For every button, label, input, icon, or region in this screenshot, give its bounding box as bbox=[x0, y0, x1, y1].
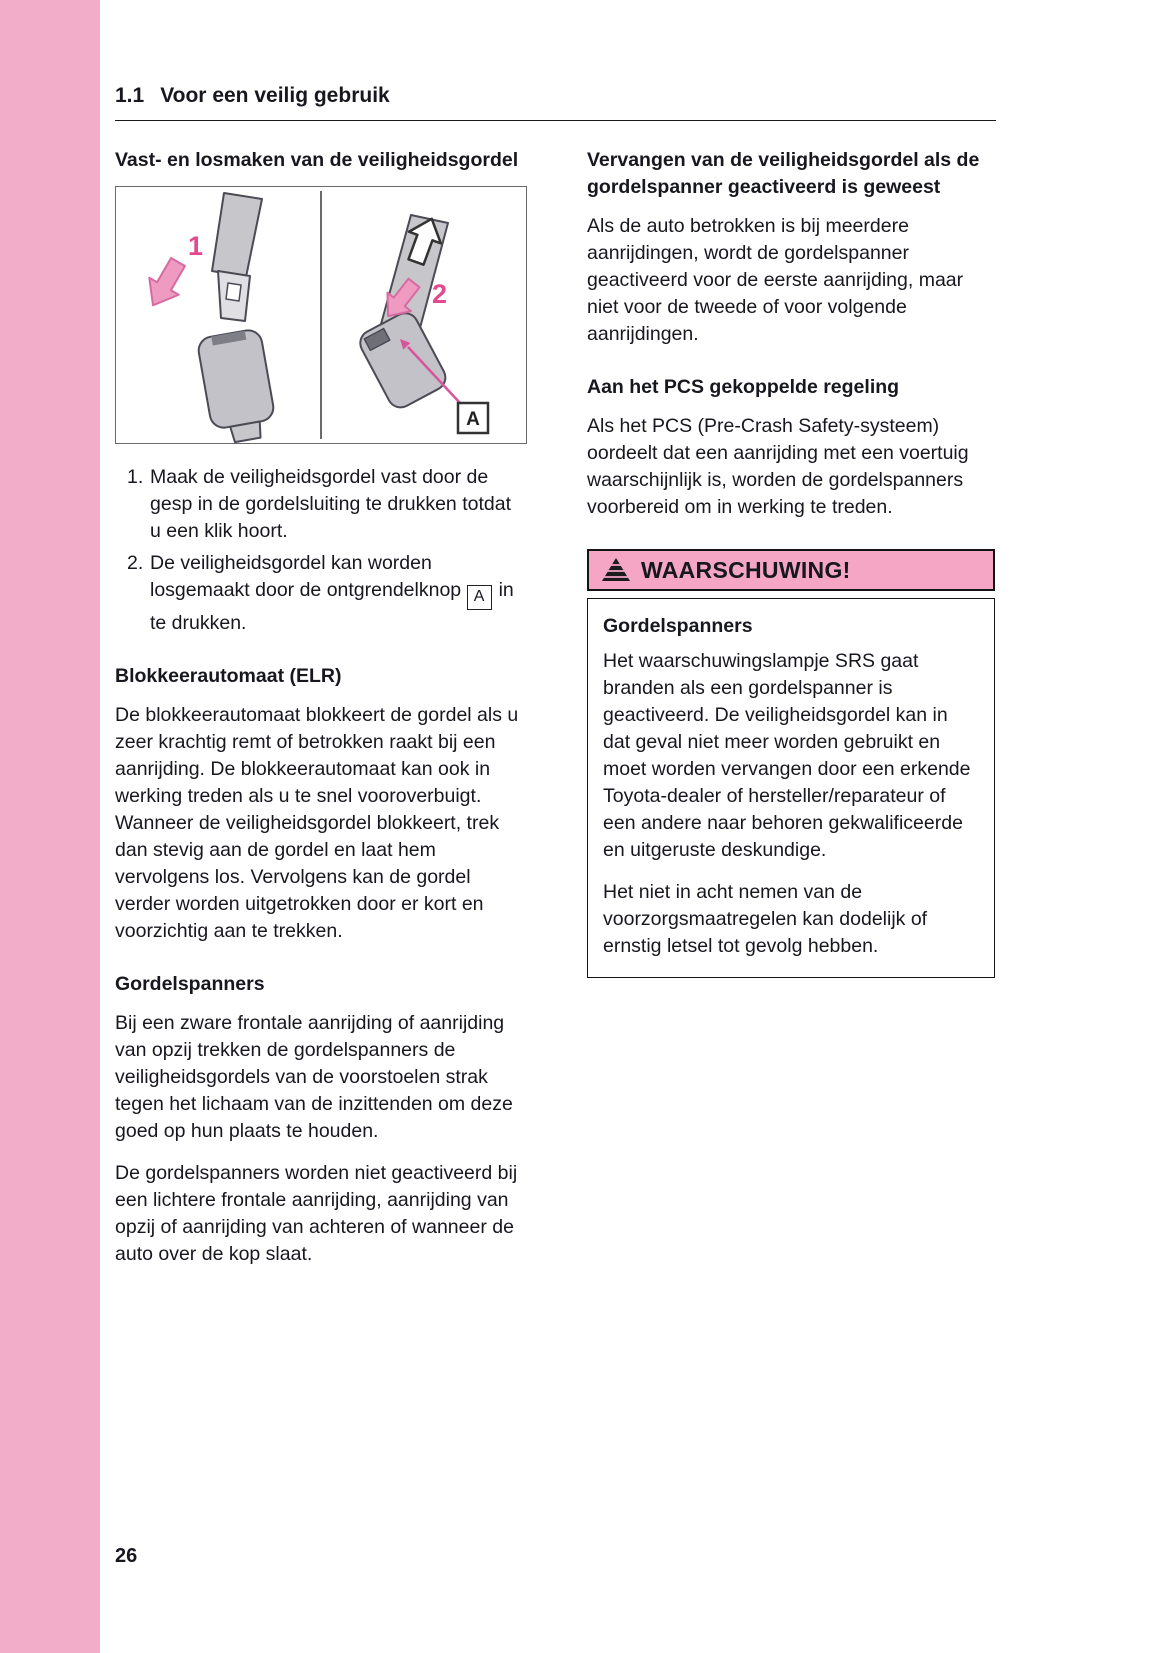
heading-elr: Blokkeerautomaat (ELR) bbox=[115, 664, 342, 687]
release-button-key-label: A bbox=[467, 585, 492, 610]
paragraph-pretensioners-2: De gordelspanners worden niet geactiveerd bij een lichtere frontale aanrijding, aanrijding van opzij of aanrijding van achteren of wanneer de auto over de kop slaat. bbox=[115, 1161, 518, 1265]
heading-replace-belt: Vervangen van de veiligheidsgordel als de gordelspanner geactiveerd is geweest bbox=[587, 149, 980, 198]
two-column-layout bbox=[115, 147, 996, 1283]
step-text-after: in te drukken. bbox=[150, 579, 514, 634]
step-number: 1. bbox=[127, 466, 144, 488]
page-number: 26 bbox=[115, 1545, 138, 1567]
seatbelt-illustration bbox=[116, 187, 526, 443]
buckle-insert-drawing bbox=[196, 193, 278, 443]
section-header bbox=[115, 84, 996, 121]
paragraph-pcs: Als het PCS (Pre-Crash Safety-systeem) oordeelt dat een aanrijding met een voertuig waarschijnlijk is, worden de gordelspanners voorbereid om in werking te treden. bbox=[587, 415, 969, 518]
figure-label-a: A bbox=[466, 409, 480, 430]
page-content bbox=[115, 0, 996, 1283]
heading-fasten-release: Vast- en losmaken van de veiligheidsgordel bbox=[115, 149, 519, 171]
step-text-before: De veiligheidsgordel kan worden losgemaakt door de ontgrendelknop bbox=[150, 552, 462, 601]
fasten-release-steps bbox=[115, 464, 523, 637]
list-item bbox=[115, 464, 523, 545]
warning-body bbox=[587, 598, 995, 978]
paragraph-pretensioners-1: Bij een zware frontale aanrijding of aanrijding van opzij trekken de gordelspanners de veiligheidsgordels van de voorstoelen strak tegen het lichaam van de inzittenden om deze goed op hun plaats te houden. bbox=[115, 1011, 513, 1142]
warning-title: WAARSCHUWING! bbox=[641, 556, 851, 583]
warning-paragraph-1: Het waarschuwingslampje SRS gaat branden als een gordelspanner is geactiveerd. De veiligheidsgordel kan in dat geval niet meer worden gebruikt en moet worden vervangen door een erkende Toyota-dealer of hersteller/reparateur of een andere naar behoren gekwalificeerde en uitgeruste deskundige. bbox=[603, 650, 971, 861]
warning-icon bbox=[601, 557, 631, 583]
seatbelt-figure bbox=[115, 186, 527, 444]
list-item bbox=[115, 550, 523, 637]
step-number: 2. bbox=[127, 552, 144, 574]
heading-pretensioners: Gordelspanners bbox=[115, 972, 265, 995]
step-text: Maak de veiligheidsgordel vast door de gesp in de gordelsluiting te drukken totdat u een klik hoort. bbox=[150, 466, 511, 542]
paragraph-elr: De blokkeerautomaat blokkeert de gordel als u zeer krachtig remt of betrokken raakt bij een aanrijding. De blokkeerautomaat kan ook in werking treden als u te snel vooroverbuigt. Wanneer de veiligheidsgordel blokkeert, trek dan stevig aan de gordel en laat hem vervolgens los. Vervolgens kan de gordel verder worden uitgetrokken door er kort en voorzichtig aan te trekken. bbox=[115, 703, 519, 942]
figure-label-2: 2 bbox=[432, 279, 448, 309]
left-column bbox=[115, 147, 523, 1283]
section-title: Voor een veilig gebruik bbox=[160, 84, 390, 107]
heading-pcs: Aan het PCS gekoppelde regeling bbox=[587, 376, 900, 398]
paragraph-replace-belt: Als de auto betrokken is bij meerdere aanrijdingen, wordt de gordelspanner geactiveerd voor de eerste aanrijding, maar niet voor de tweede of voor volgende aanrijdingen. bbox=[587, 215, 964, 345]
warning-paragraph-2: Het niet in acht nemen van de voorzorgsmaatregelen kan dodelijk of ernstig letsel tot gevolg hebben. bbox=[603, 881, 928, 957]
figure-label-1: 1 bbox=[188, 231, 204, 261]
right-column bbox=[587, 147, 995, 1283]
chapter-number: 1.1 bbox=[115, 84, 145, 107]
warning-header bbox=[587, 549, 995, 591]
insert-direction-arrow-icon bbox=[138, 254, 192, 314]
left-margin-stripe bbox=[0, 0, 100, 1653]
warning-box bbox=[587, 549, 995, 978]
warning-subheading: Gordelspanners bbox=[603, 615, 753, 637]
step-text bbox=[150, 550, 523, 637]
